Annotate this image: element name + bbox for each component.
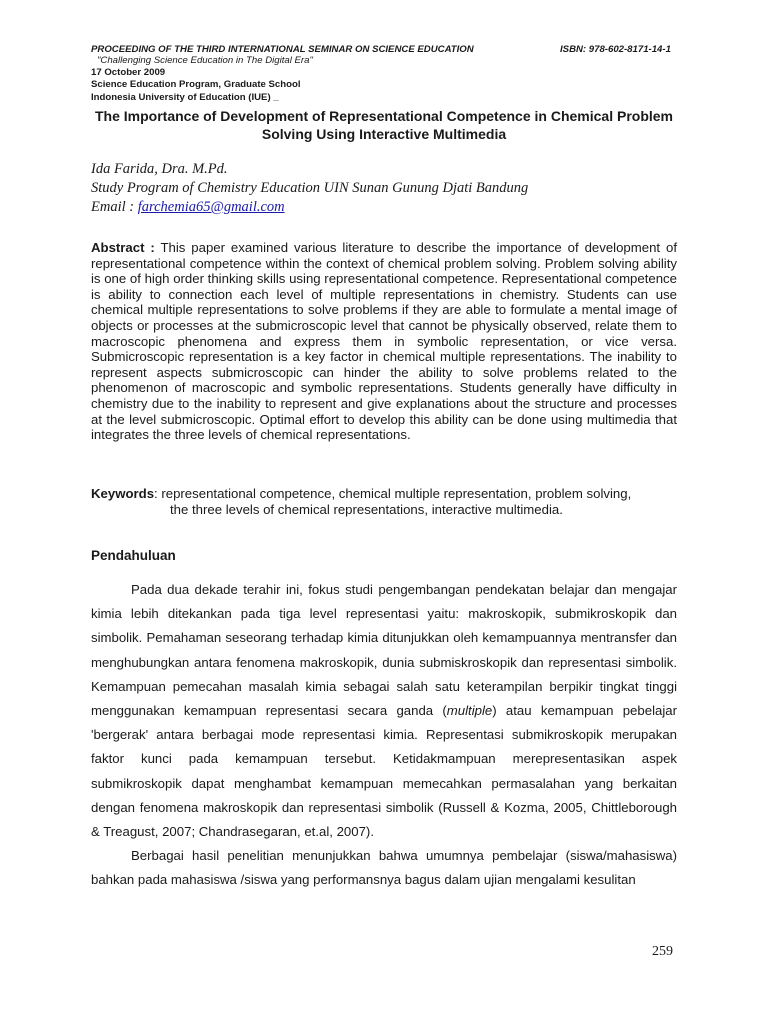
keywords-line-1: : representational competence, chemical multiple representation, problem solving, (154, 486, 632, 501)
paragraph-1-part-2: ) atau kemampuan pebelajar 'bergerak' antara berbagai mode representasi kimia. Representasi submikroskopik merupakan faktor kunci pada kemampuan tersebut. Ketidakmampuan merepresentasikan aspek submikroskopik dapat menghambat kemampuan memecahkan permasalahan yang berkaitan dengan fenomena makroskopik dan representasi simbolik (Russell & Kozma, 2005, Chittleborough & Treagust, 2007; Chandrasegaran, et.al, 2007). (91, 703, 677, 840)
keywords-label: Keywords (91, 486, 155, 501)
page-number: 259 (652, 944, 673, 959)
author-affiliation: Study Program of Chemistry Education UIN Sunan Gunung Djati Bandung (91, 180, 529, 196)
proceeding-header: PROCEEDING OF THE THIRD INTERNATIONAL SEMINAR ON SCIENCE EDUCATION (91, 44, 474, 55)
email-label: Email : (91, 199, 138, 215)
author-name: Ida Farida, Dra. M.Pd. (91, 161, 228, 177)
paragraph-1 (91, 578, 677, 844)
program-name: Science Education Program, Graduate School (91, 79, 301, 90)
keywords-line-2: the three levels of chemical representations, interactive multimedia. (170, 502, 563, 517)
seminar-theme: "Challenging Science Education in The Digital Era" (97, 55, 313, 66)
isbn: ISBN: 978-602-8171-14-1 (560, 44, 671, 55)
author-email (91, 198, 285, 217)
paper-title: The Importance of Development of Representational Competence in Chemical Problem Solving Using Interactive Multimedia (94, 108, 673, 142)
email-link[interactable]: farchemia65@gmail.com (137, 199, 285, 215)
university-name: Indonesia University of Education (IUE) _ (91, 92, 279, 103)
paragraph-1-part-1: Pada dua dekade terahir ini, fokus studi pengembangan pendekatan belajar dan mengajar kimia lebih ditekankan pada tiga level representasi yaitu: makroskopik, submikroskopik dan simbolik. Pemahaman seseorang terhadap kimia ditunjukkan oleh kemampuannya mentransfer dan menghubungkan antara fenomena makroskopik, dunia submiskroskopik dan representasi simbolik. Kemampuan pemecahan masalah kimia sebagai salah satu keterampilan berpikir tingkat tinggi menggunakan kemampuan representasi secara ganda ( (91, 582, 677, 719)
abstract (91, 240, 677, 443)
seminar-date: 17 October 2009 (91, 67, 166, 78)
section-title: Pendahuluan (91, 548, 176, 563)
body-text (91, 578, 677, 893)
abstract-text: This paper examined various literature to describe the importance of development of representational competence within the context of chemical problem solving. Problem solving ability is one of high order thinking skills using representational competence. Representational competence is ability to connection each level of multiple representations in chemistry. Students can use chemical multiple representations to solve problems if they are able to formulate a mental image of objects or processes at the submicroscopic level that cannot be physically observed, relate them to macroscopic phenomena and express them in symbolic representation, or vice versa. Submicroscopic representation is a key factor in chemical multiple representations. The inability to represent aspects submicroscopic can hinder the ability to solve problems related to the phenomenon of macroscopic and symbolic representations. Students generally have difficulty in chemistry due to the inability to represent and give explanations about the structure and processes at the level submicroscopic. Optimal effort to develop this ability can be done using multimedia that integrates the three levels of chemical representations. (91, 240, 677, 443)
abstract-label: Abstract : (91, 240, 155, 255)
paragraph-1-italic: multiple (446, 703, 493, 719)
keywords (91, 486, 681, 503)
paragraph-2: Berbagai hasil penelitian menunjukkan bahwa umumnya pembelajar (siswa/mahasiswa) bahkan pada mahasiswa /siswa yang performansnya bagus dalam ujian mengalami kesulitan (91, 848, 677, 888)
